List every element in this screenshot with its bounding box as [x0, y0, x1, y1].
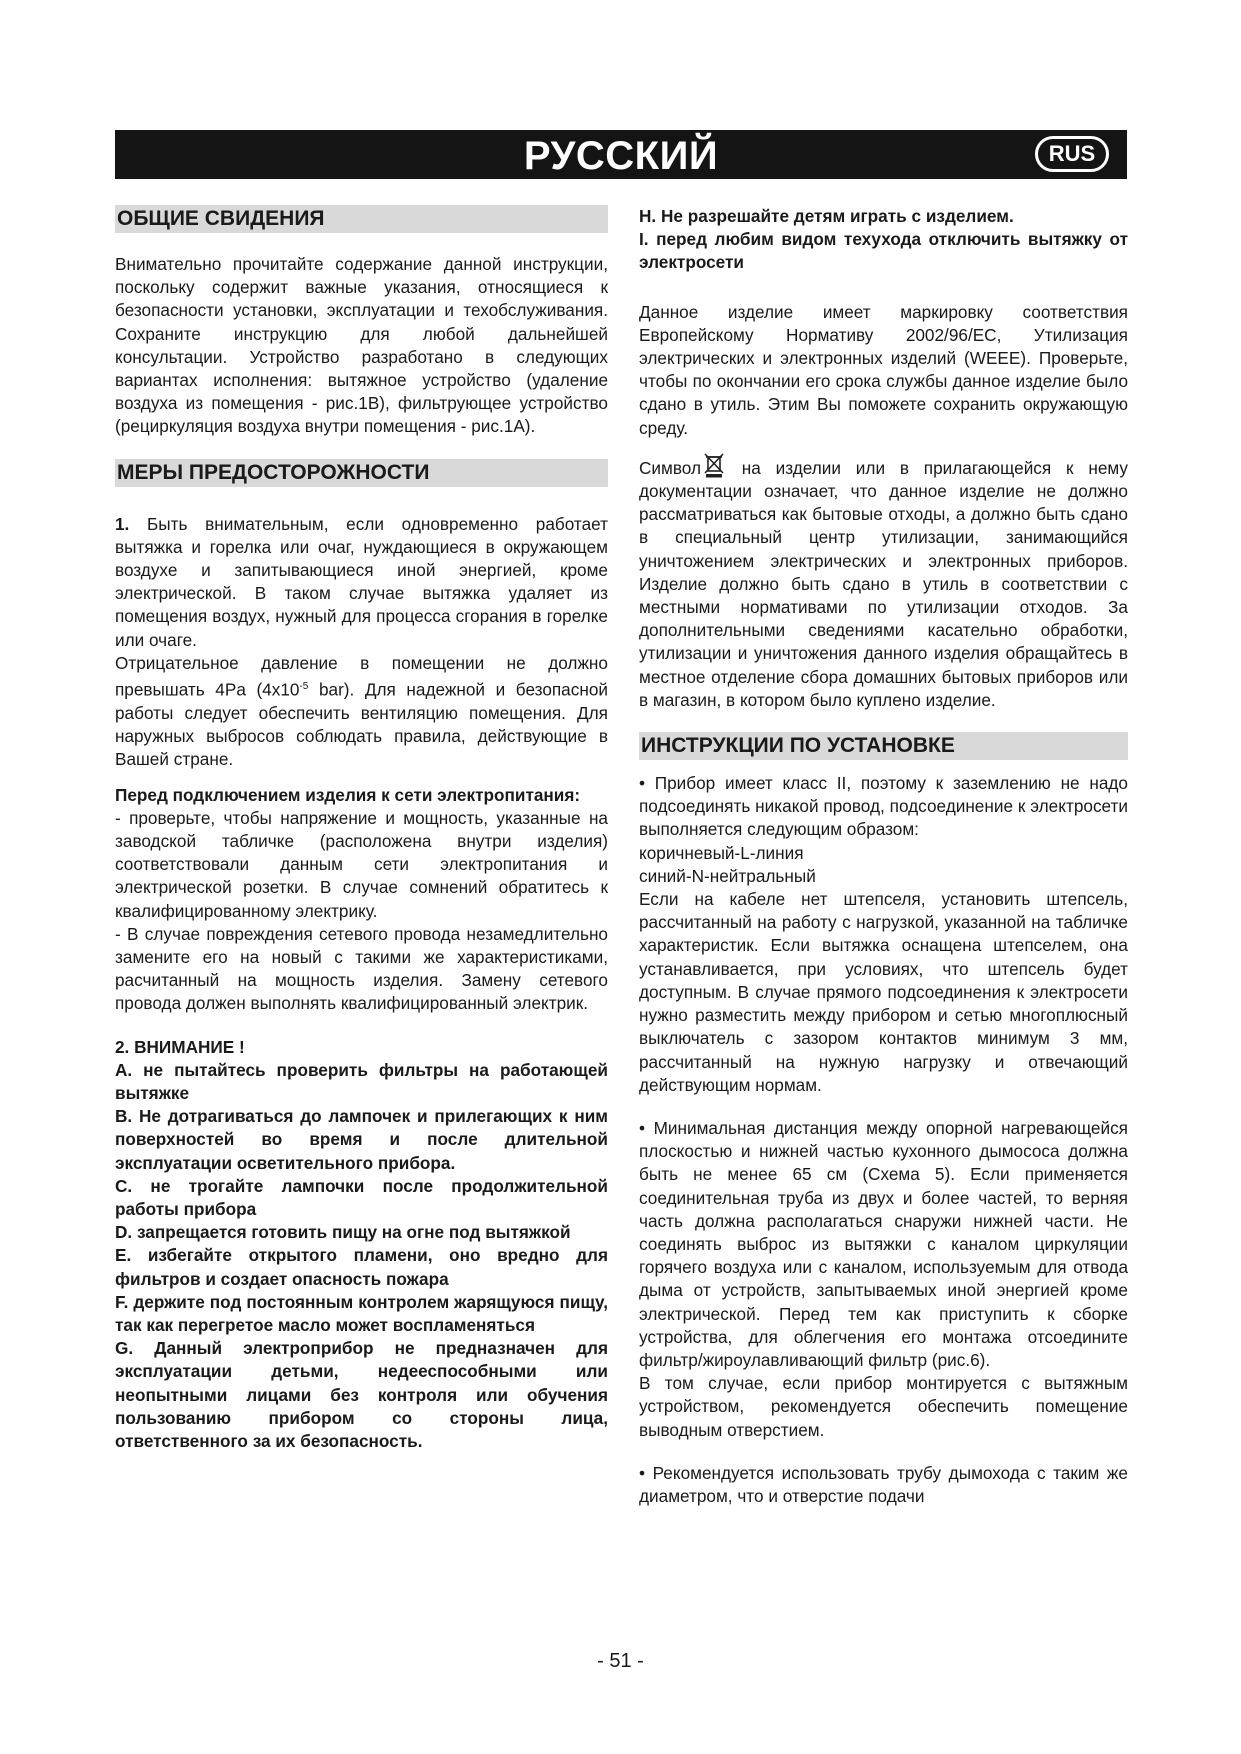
wire-blue: синий-N-нейтральный [639, 865, 816, 886]
precaution-1-number: 1. [115, 513, 130, 534]
install-duct-diameter: • Рекомендуется использовать трубу дымохода с таким же диаметром, что и отверстие подачи [639, 1462, 1128, 1506]
symbol-word: Символ [639, 457, 701, 478]
right-column [639, 205, 1128, 1508]
before-connection-item-2: - В случае повреждения сетевого провода незамедлительно замените его на новый с такими же характеристиками, расчитанный на мощность изделия. Замену сетевого провода должен выполнять квалифицированный электрик. [115, 923, 608, 1014]
before-connection-item-1: - проверьте, чтобы напряжение и мощность, указанные на заводской табличке (расположена внутри изделия) соответствовали данным сети электропитания и электрической розетки. В случае сомнений обратитесь к квалифицированному электрику. [115, 807, 608, 921]
warning-item-i: I. перед любим видом техухода отключить вытяжку от электросети [639, 229, 1128, 273]
warning-item-a: A. не пытайтесь проверить фильтры на работающей вытяжке [115, 1059, 608, 1104]
precaution-1 [115, 513, 608, 652]
page-number: - 51 - [597, 1650, 644, 1672]
weee-paragraph: Данное изделие имеет маркировку соответствия Европейскому Нормативу 2002/96/EC, Утилизация электрических и электронных изделий (WEEE). Проверьте, чтобы по окончании его срока службы данное изделие было сдано в утиль. Этим Вы поможете сохранить окружающую среду. [639, 301, 1128, 438]
before-connection-heading: Перед подключением изделия к сети электропитания: [115, 784, 581, 805]
warning-item-e: E. избегайте открытого пламени, оно вредно для фильтров и создает опасность пожара [115, 1245, 608, 1289]
warning-item-g: G. Данный электроприбор не предназначен для эксплуатации детьми, недееспособными или неопытными лицами без контроля или обучения пользованию прибором со стороны лица, ответственного за их безопасность. [115, 1338, 608, 1452]
general-info-text: Внимательно прочитайте содержание данной инструкции, поскольку содержит важные указания, относящиеся к безопасности установки, эксплуатации и техобслуживания. Сохраните инструкцию для любой дальнейшей консультации. Устройство разработано в следующих вариантах исполнения: вытяжное устройство (удаление воздуха из помещения - рис.1B), фильтрующее устройство (рециркуляция воздуха внутри помещения - рис.1A). [115, 254, 608, 437]
pressure-text-a: Отрицательное давление в помещении не должно превышать 4Pa (4x10 [115, 652, 608, 700]
install-plug: Если на кабеле нет штепселя, установить штепсель, рассчитанный на работу с нагрузкой, указанной на табличке характеристик. Если вытяжка оснащена штепселем, она устанавливается, при условиях, что штепсель будет доступным. В случае прямого подсоединения к электросети нужно разместить между прибором и сетью многоплюсный выключатель с зазором контактов минимум 3 мм, рассчитанный на нужную нагрузку и отвечающий действующим нормам. [639, 889, 1128, 1095]
warning-item-f: F. держите под постоянным контролем жарящуюся пищу, так как перегретое масло может воспламеняться [115, 1291, 608, 1336]
heading-installation: ИНСТРУКЦИИ ПО УСТАНОВКЕ [639, 732, 1128, 760]
pressure-text-b: bar). Для надежной и безопасной работы следует обеспечить вентиляцию помещения. Для наружных выбросов соблюдать правила, действующие в Вашей стране. [115, 679, 608, 770]
pressure-exponent: -5 [299, 681, 309, 693]
install-distance: • Минимальная дистанция между опорной нагревающейся плоскостью и нижней частью кухонного дымососа должна быть не менее 65 см (Схема 5). Если применяется соединительная труба из двух и более частей, то верняя часть должна располагаться снаружи нижней части. Не соединять выброс из вытяжки с каналом циркуляции горячего воздуха или с каналом, используемым для отвода дыма от устройств, запытываемых иной энергией кроме электрической. Перед тем как приступить к сборке устройства, для облегчения его монтажа отсоедините фильтр/жироулавливающий фильтр (рис.6). [639, 1117, 1128, 1370]
symbol-paragraph [639, 452, 1128, 712]
language-banner [115, 130, 1127, 179]
heading-precautions: МЕРЫ ПРЕДОСТОРОЖНОСТИ [115, 459, 608, 487]
precaution-1-text: Быть внимательным, если одновременно работает вытяжка и горелка или очаг, нуждающиеся в окружающем воздухе и запитывающиеся иной энергией, кроме электрической. В таком случае вытяжка удаляет из помещения воздух, нужный для процесса сгорания в горелке или очаге. [115, 513, 608, 650]
attention-title: 2. ВНИМАНИЕ ! [115, 1036, 245, 1057]
warning-item-d: D. запрещается готовить пищу на огне под вытяжкой [115, 1222, 571, 1243]
install-exhaust-room: В том случае, если прибор монтируется с вытяжным устройством, рекомендуется обеспечить помещение выводным отверстием. [639, 1373, 1128, 1440]
warning-item-c: C. не трогайте лампочки после продолжительной работы прибора [115, 1175, 608, 1220]
pressure-paragraph [115, 652, 608, 772]
crossed-bin-icon [703, 452, 725, 478]
warning-item-h: H. Не разрешайте детям играть с изделием. [639, 206, 1014, 226]
warning-item-b: B. Не дотрагиваться до лампочек и прилегающих к ним поверхностей во время и после длительной эксплуатации осветительного прибора. [115, 1106, 608, 1173]
heading-general-info: ОБЩИЕ СВИДЕНИЯ [115, 205, 608, 233]
symbol-text: на изделии или в прилагающейся к нему документации означает, что данное изделие не должно рассматриваться как бытовые отходы, а должно быть сдано в специальный центр утилизации, занимающийся уничтожением электрических и электронных приборов. Изделие должно быть сдано в утиль в соответствии с местными нормативами по утилизации отходов. За дополнительными сведениями касательно обработки, утилизации и уничтожения данного изделия обращайтесь в местное отделение сбора домашних бытовых приборов или в магазин, в котором было куплено изделие. [639, 457, 1128, 710]
left-column [115, 205, 608, 1453]
banner-title: РУССКИЙ [523, 134, 719, 178]
install-class-ii: • Прибор имеет класс II, поэтому к заземлению не надо подсоединять никакой провод, подсоединение к электросети выполняется следующим образом: [639, 773, 1128, 840]
language-badge: RUS [1035, 136, 1109, 172]
wire-brown: коричневый-L-линия [639, 842, 804, 863]
